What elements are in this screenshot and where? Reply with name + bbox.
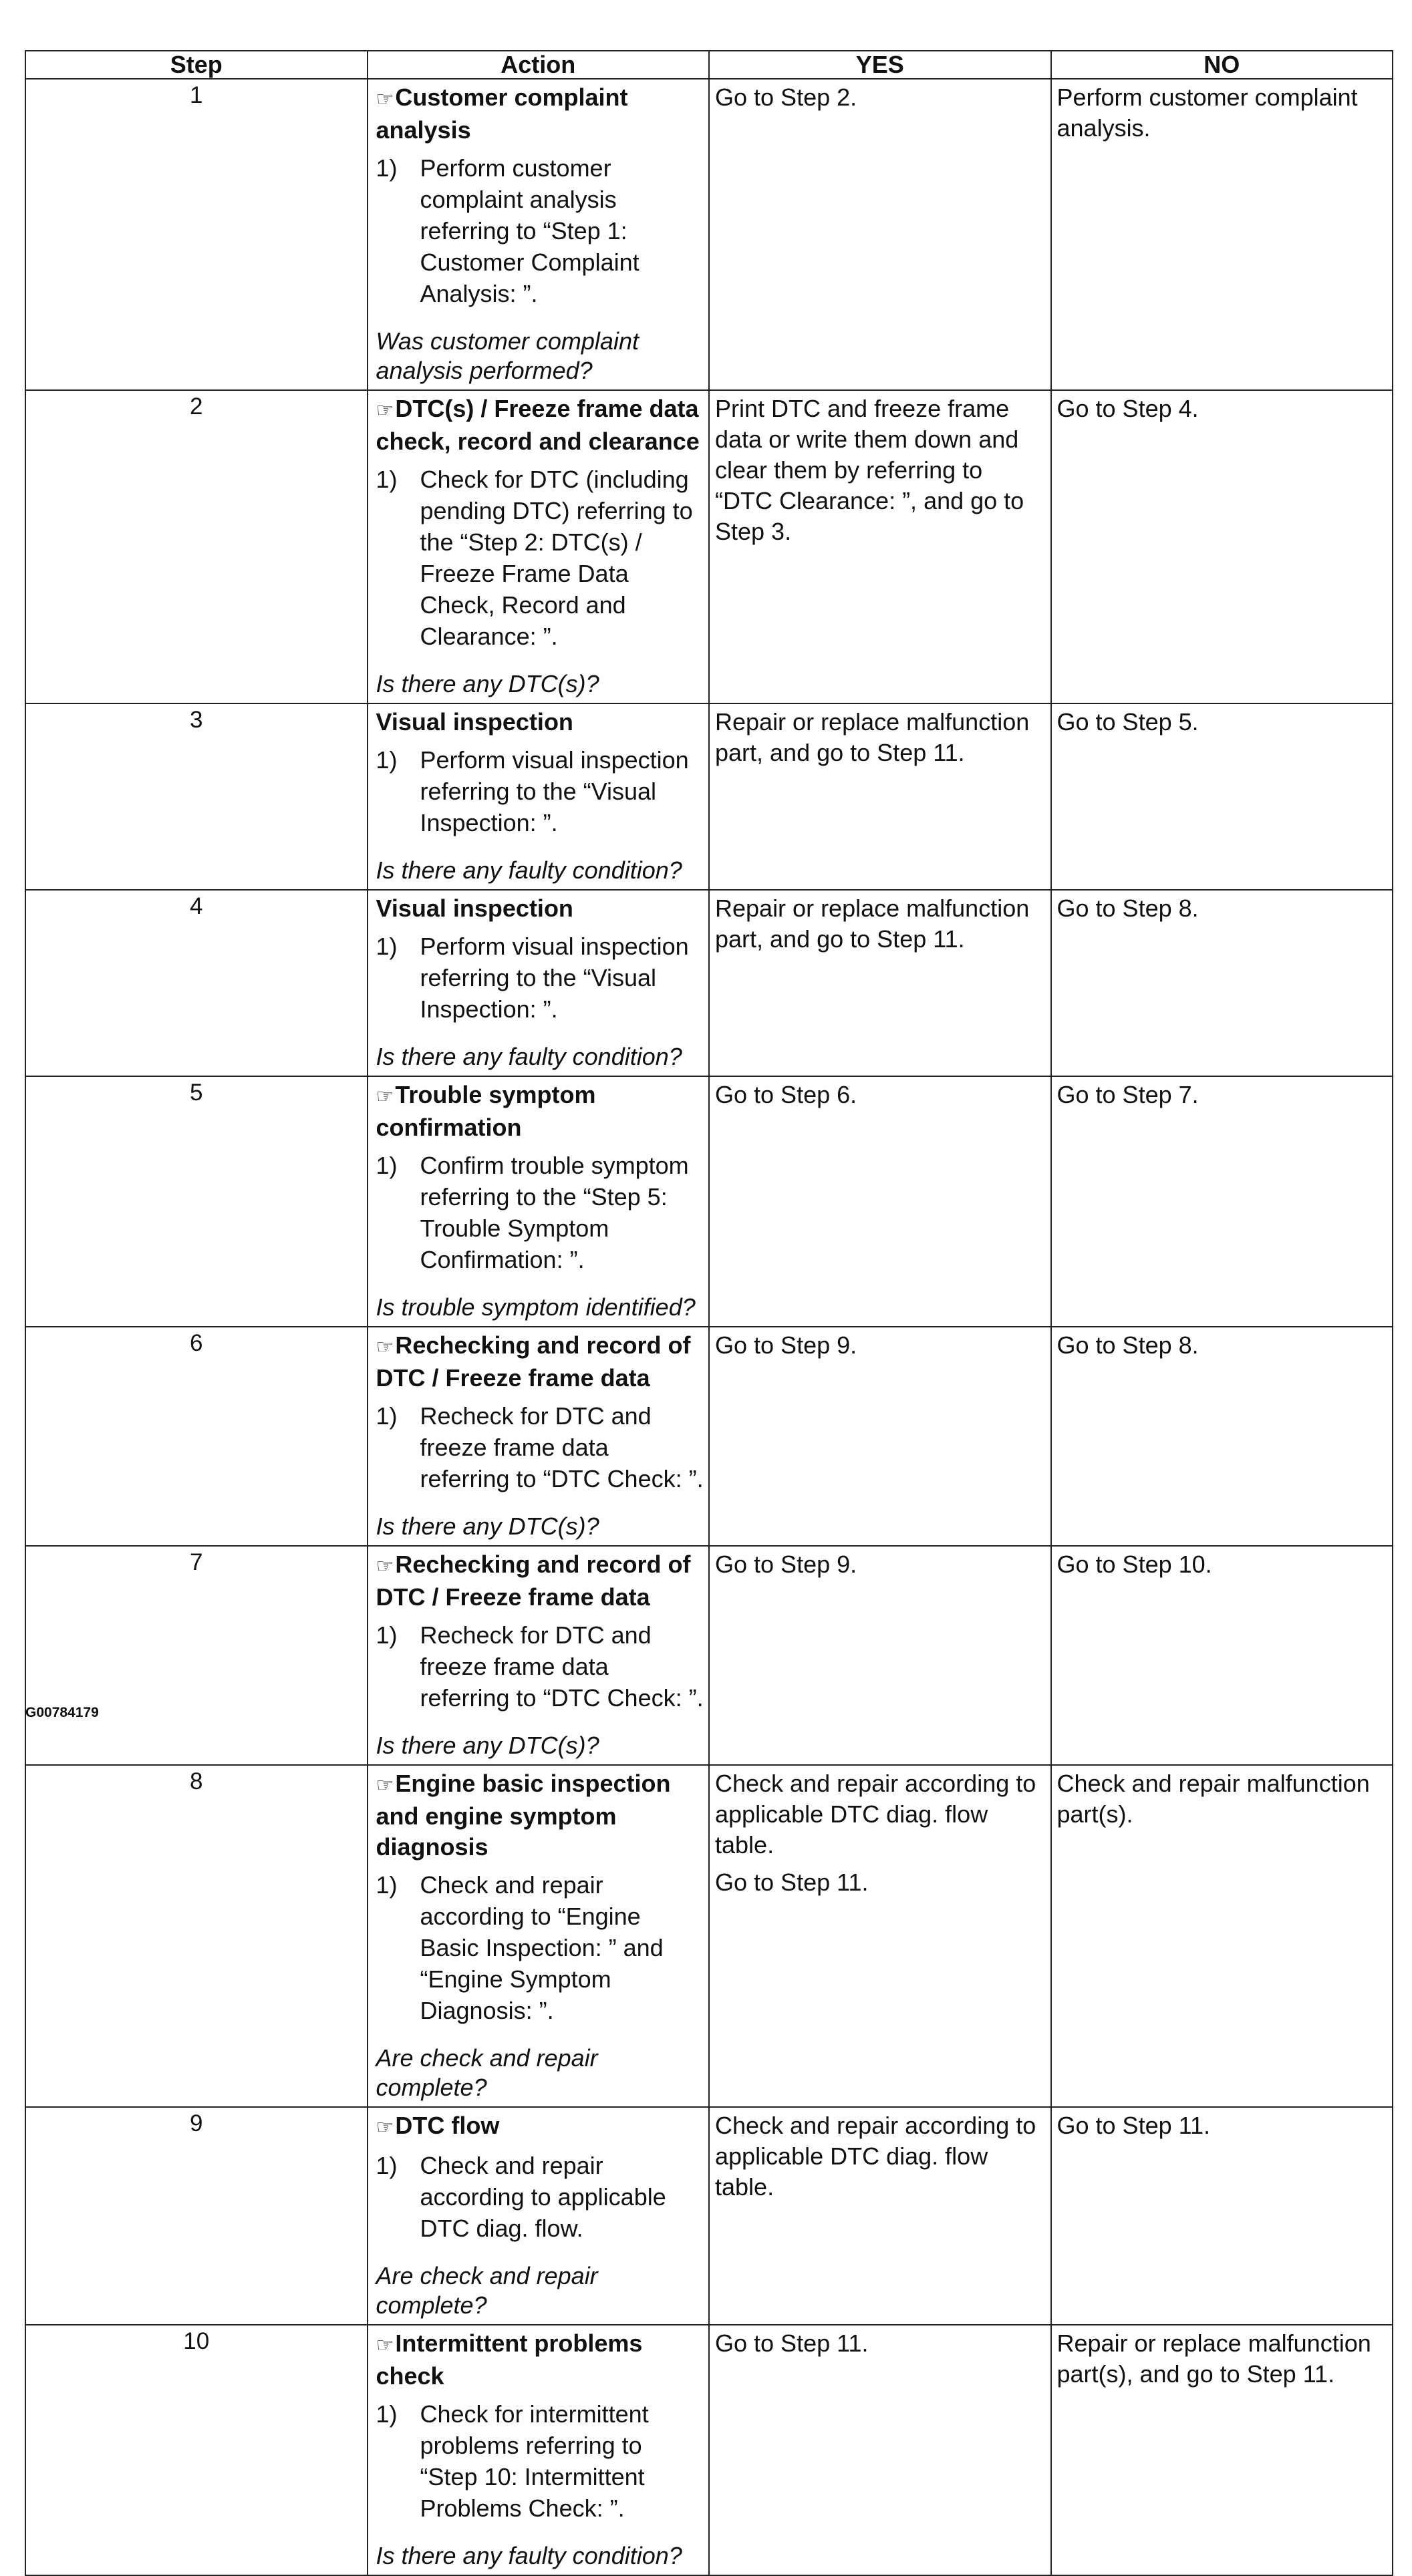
action-title-text: Visual inspection <box>376 895 573 922</box>
table-body <box>25 79 1393 2575</box>
table-row <box>25 79 1393 390</box>
yes-cell <box>709 1327 1051 1546</box>
pointing-hand-icon: ☞ <box>376 1555 394 1577</box>
action-item <box>376 1619 705 1714</box>
step-number: 6 <box>25 1327 368 1546</box>
no-cell: Go to Step 4. <box>1051 390 1393 703</box>
table-row <box>25 2325 1393 2575</box>
action-item-text: Perform customer complaint analysis referring to “Step 1: Customer Complaint Analysis: ”. <box>420 154 640 307</box>
action-item-number: 1) <box>376 1621 398 1649</box>
action-item-number: 1) <box>376 2152 398 2179</box>
no-cell: Go to Step 8. <box>1051 1327 1393 1546</box>
action-item-text: Check and repair according to “Engine Basic Inspection: ” and “Engine Symptom Diagnosis: ”. <box>420 1871 664 2024</box>
action-item <box>376 152 705 309</box>
action-question: Are check and repair complete? <box>376 2262 598 2319</box>
yes-text: Repair or replace malfunction part, and go to Step 11. <box>715 895 1030 953</box>
step-number: 3 <box>25 703 368 890</box>
action-title <box>376 707 705 738</box>
action-title <box>376 1549 705 1613</box>
yes-cell <box>709 1076 1051 1327</box>
action-title-text: Trouble symptom confirmation <box>376 1081 596 1141</box>
no-cell: Perform customer complaint analysis. <box>1051 79 1393 390</box>
action-title-text: Rechecking and record of DTC / Freeze frame data <box>376 1331 691 1392</box>
no-cell: Repair or replace malfunction part(s), and go to Step 11. <box>1051 2325 1393 2575</box>
table-row <box>25 2107 1393 2325</box>
action-question: Is there any DTC(s)? <box>376 670 599 697</box>
header-step: Step <box>25 51 368 79</box>
yes-cell <box>709 703 1051 890</box>
action-item-text: Perform visual inspection referring to the “Visual Inspection: ”. <box>420 933 689 1023</box>
yes-cell <box>709 79 1051 390</box>
action-item-number: 1) <box>376 1402 398 1430</box>
figure-id: G00784179 <box>25 1705 99 1720</box>
pointing-hand-icon: ☞ <box>376 2116 394 2138</box>
yes-text: Go to Step 11. <box>715 2329 869 2357</box>
action-cell <box>368 890 710 1076</box>
action-item <box>376 1150 705 1275</box>
action-cell <box>368 2325 710 2575</box>
no-cell: Go to Step 5. <box>1051 703 1393 890</box>
step-number: 9 <box>25 2107 368 2325</box>
yes-cell <box>709 2325 1051 2575</box>
yes-text: Check and repair according to applicable DTC diag. flow table. <box>715 1770 1036 1859</box>
action-title <box>376 893 705 924</box>
action-item-number: 1) <box>376 2400 398 2428</box>
table-row <box>25 890 1393 1076</box>
action-item-number: 1) <box>376 1152 398 1179</box>
action-question: Was customer complaint analysis performed? <box>376 327 639 384</box>
step-number: 7 <box>25 1546 368 1765</box>
action-cell <box>368 703 710 890</box>
yes-cell <box>709 1546 1051 1765</box>
action-title-text: Engine basic inspection and engine symptom diagnosis <box>376 1770 671 1861</box>
action-item-text: Check and repair according to applicable DTC diag. flow. <box>420 2152 666 2242</box>
action-title <box>376 1080 705 1143</box>
pointing-hand-icon: ☞ <box>376 2334 394 2356</box>
yes-text: Repair or replace malfunction part, and go to Step 11. <box>715 708 1030 766</box>
action-item <box>376 2150 705 2244</box>
pointing-hand-icon: ☞ <box>376 1336 394 1358</box>
step-number: 4 <box>25 890 368 1076</box>
action-title <box>376 2110 705 2143</box>
yes-cell <box>709 890 1051 1076</box>
action-cell <box>368 1765 710 2107</box>
action-item-text: Recheck for DTC and freeze frame data referring to “DTC Check: ”. <box>420 1402 704 1492</box>
no-cell: Go to Step 8. <box>1051 890 1393 1076</box>
pointing-hand-icon: ☞ <box>376 88 394 110</box>
yes-text: Go to Step 2. <box>715 84 857 111</box>
action-cell <box>368 2107 710 2325</box>
no-cell: Go to Step 10. <box>1051 1546 1393 1765</box>
action-title-text: DTC(s) / Freeze frame data check, record and clearance <box>376 395 700 455</box>
step-number: 8 <box>25 1765 368 2107</box>
header-action: Action <box>368 51 710 79</box>
table-row <box>25 1546 1393 1765</box>
table-row <box>25 390 1393 703</box>
action-cell <box>368 1327 710 1546</box>
yes-text: Go to Step 9. <box>715 1551 857 1578</box>
action-item-number: 1) <box>376 746 398 774</box>
action-title-text: Visual inspection <box>376 708 573 736</box>
step-number: 10 <box>25 2325 368 2575</box>
action-item-text: Recheck for DTC and freeze frame data referring to “DTC Check: ”. <box>420 1621 704 1712</box>
action-cell <box>368 390 710 703</box>
table-row <box>25 1765 1393 2107</box>
action-item <box>376 2398 705 2524</box>
yes-text: Go to Step 6. <box>715 1081 857 1108</box>
no-cell: Go to Step 7. <box>1051 1076 1393 1327</box>
action-title <box>376 1768 705 1863</box>
yes-text-2: Go to Step 11. <box>715 1869 869 1896</box>
yes-cell <box>709 390 1051 703</box>
action-item <box>376 1869 705 2026</box>
step-number: 1 <box>25 79 368 390</box>
action-question: Is there any DTC(s)? <box>376 1732 599 1759</box>
step-number: 5 <box>25 1076 368 1327</box>
action-title <box>376 82 705 146</box>
action-item <box>376 464 705 652</box>
table-row <box>25 1076 1393 1327</box>
pointing-hand-icon: ☞ <box>376 1774 394 1796</box>
action-title-text: DTC flow <box>395 2112 500 2139</box>
action-title-text: Customer complaint analysis <box>376 84 628 144</box>
action-title <box>376 393 705 457</box>
yes-text: Go to Step 9. <box>715 1331 857 1359</box>
no-cell: Check and repair malfunction part(s). <box>1051 1765 1393 2107</box>
action-question: Is there any DTC(s)? <box>376 1512 599 1540</box>
action-question: Is there any faulty condition? <box>376 1043 682 1070</box>
action-title <box>376 2328 705 2392</box>
action-item <box>376 931 705 1025</box>
action-cell <box>368 1076 710 1327</box>
action-question: Is trouble symptom identified? <box>376 1293 696 1321</box>
action-title <box>376 1330 705 1394</box>
no-cell: Go to Step 11. <box>1051 2107 1393 2325</box>
action-item <box>376 744 705 838</box>
header-no: NO <box>1051 51 1393 79</box>
action-item-number: 1) <box>376 1871 398 1899</box>
action-item-number: 1) <box>376 933 398 960</box>
action-item-number: 1) <box>376 154 398 182</box>
pointing-hand-icon: ☞ <box>376 1086 394 1108</box>
yes-cell <box>709 2107 1051 2325</box>
step-number: 2 <box>25 390 368 703</box>
action-cell <box>368 79 710 390</box>
yes-cell <box>709 1765 1051 2107</box>
action-item-text: Check for DTC (including pending DTC) referring to the “Step 2: DTC(s) / Freeze Frame Data Check, Record and Clearance: ”. <box>420 466 693 650</box>
yes-text: Check and repair according to applicable DTC diag. flow table. <box>715 2112 1036 2201</box>
action-cell <box>368 1546 710 1765</box>
yes-text: Print DTC and freeze frame data or write them down and clear them by referring to “DTC Clearance: ”, and go to Step 3. <box>715 395 1024 545</box>
action-item-text: Confirm trouble symptom referring to the “Step 5: Trouble Symptom Confirmation: ”. <box>420 1152 689 1273</box>
action-item-text: Perform visual inspection referring to the “Visual Inspection: ”. <box>420 746 689 836</box>
action-question: Are check and repair complete? <box>376 2044 598 2101</box>
action-question: Is there any faulty condition? <box>376 856 682 884</box>
action-title-text: Intermittent problems check <box>376 2329 643 2390</box>
diagnostic-flow-table <box>25 50 1393 2576</box>
action-item-text: Check for intermittent problems referring to “Step 10: Intermittent Problems Check: ”. <box>420 2400 649 2522</box>
table-row <box>25 703 1393 890</box>
pointing-hand-icon: ☞ <box>376 399 394 422</box>
table-row <box>25 1327 1393 1546</box>
header-yes: YES <box>709 51 1051 79</box>
action-item <box>376 1400 705 1494</box>
action-item-number: 1) <box>376 466 398 493</box>
table-header-row <box>25 51 1393 79</box>
action-question: Is there any faulty condition? <box>376 2542 682 2569</box>
action-title-text: Rechecking and record of DTC / Freeze frame data <box>376 1551 691 1611</box>
